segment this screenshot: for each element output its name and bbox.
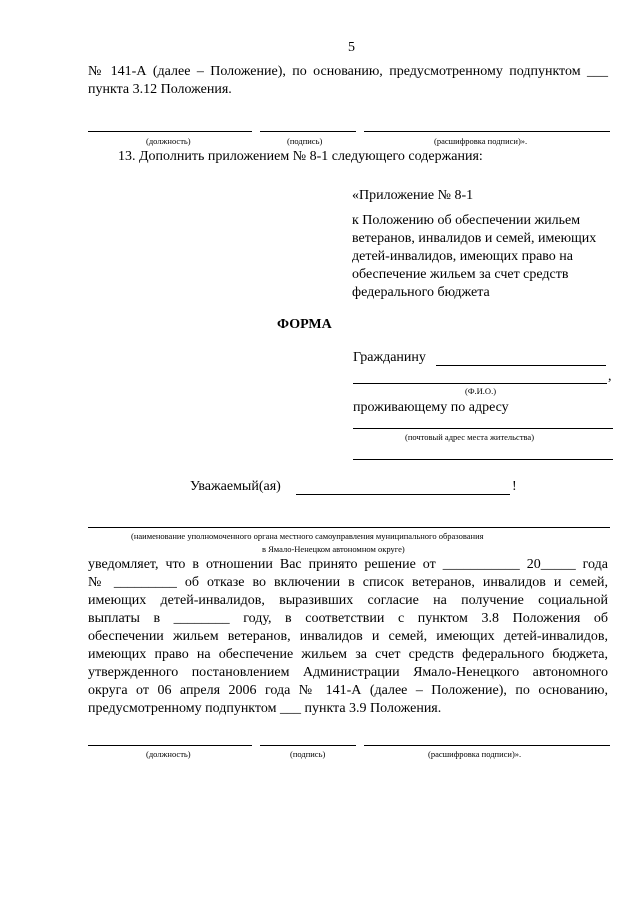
appendix-line: обеспечение жильем за счет средств (352, 267, 569, 282)
body-line-9: предусмотренному подпунктом ___ пункта 3.9 Положения. (88, 701, 442, 716)
authority-line (88, 527, 610, 528)
signature-line (260, 131, 356, 132)
address-line (353, 428, 613, 429)
form-title: ФОРМА (277, 317, 332, 332)
body-line-7: утвержденного постановлением Администрации Ямало-Ненецкого автономного (88, 665, 608, 680)
body-line-6: имеющих право на обеспечение жильем за счет средств федерального бюджета, (88, 647, 608, 662)
body-line-5: обеспечении жильем ветеранов, инвалидов и семей, имеющих детей-инвалидов, (88, 629, 608, 644)
body-line-2: № _________ об отказе во включении в список ветеранов, инвалидов и семей, (88, 575, 608, 590)
decoding-line-2 (364, 745, 610, 746)
appendix-line: к Положению об обеспечении жильем (352, 213, 581, 228)
top-line-2: пункта 3.12 Положения. (88, 82, 232, 97)
greeting-exclamation: ! (512, 479, 517, 494)
authority-caption-1: (наименование уполномоченного органа местного самоуправления муниципального образования (131, 531, 484, 541)
address-line-2 (353, 459, 613, 460)
address-caption: (почтовый адрес места жительства) (405, 432, 535, 442)
citizen-name-line (436, 365, 606, 366)
page-number: 5 (348, 40, 355, 55)
body-line-1: уведомляет, что в отношении Вас принято решение от ___________ 20_____ года (88, 557, 608, 572)
position-caption-2: (должность) (146, 749, 191, 759)
position-caption: (должность) (146, 136, 191, 146)
authority-caption-2: в Ямало-Ненецком автономном округе) (262, 544, 405, 554)
appendix-title: «Приложение № 8-1 (352, 188, 474, 203)
decoding-caption-2: (расшифровка подписи)». (428, 749, 522, 759)
body-line-8: округа от 06 апреля 2006 года № 141-А (далее – Положение), по основанию, (88, 683, 608, 698)
appendix-line: ветеранов, инвалидов и семей, имеющих (352, 231, 597, 246)
appendix-line: детей-инвалидов, имеющих право на (352, 249, 574, 264)
greeting-text: Уважаемый(ая) (190, 479, 281, 494)
fio-caption: (Ф.И.О.) (465, 386, 497, 396)
decoding-caption: (расшифровка подписи)». (434, 136, 528, 146)
signature-caption-2: (подпись) (290, 749, 326, 759)
item-13: 13. Дополнить приложением № 8-1 следующего содержания: (118, 149, 483, 164)
greeting-name-line (296, 494, 510, 495)
position-line-2 (88, 745, 252, 746)
signature-line-2 (260, 745, 356, 746)
appendix-line: федерального бюджета (352, 285, 490, 300)
citizen-name-line-2 (353, 383, 607, 384)
residing-label: проживающему по адресу (353, 400, 509, 415)
top-line-1: № 141-А (далее – Положение), по основанию, предусмотренному подпунктом ___ (88, 64, 608, 79)
body-line-4: выплаты в ________ году, в соответствии с пунктом 3.8 Положения об (88, 611, 608, 626)
comma: , (608, 369, 612, 384)
citizen-label: Гражданину (353, 350, 426, 365)
decoding-line (364, 131, 610, 132)
body-line-3: имеющих детей-инвалидов, выразивших согласие на получение социальной (88, 593, 608, 608)
signature-caption: (подпись) (287, 136, 323, 146)
position-line (88, 131, 252, 132)
